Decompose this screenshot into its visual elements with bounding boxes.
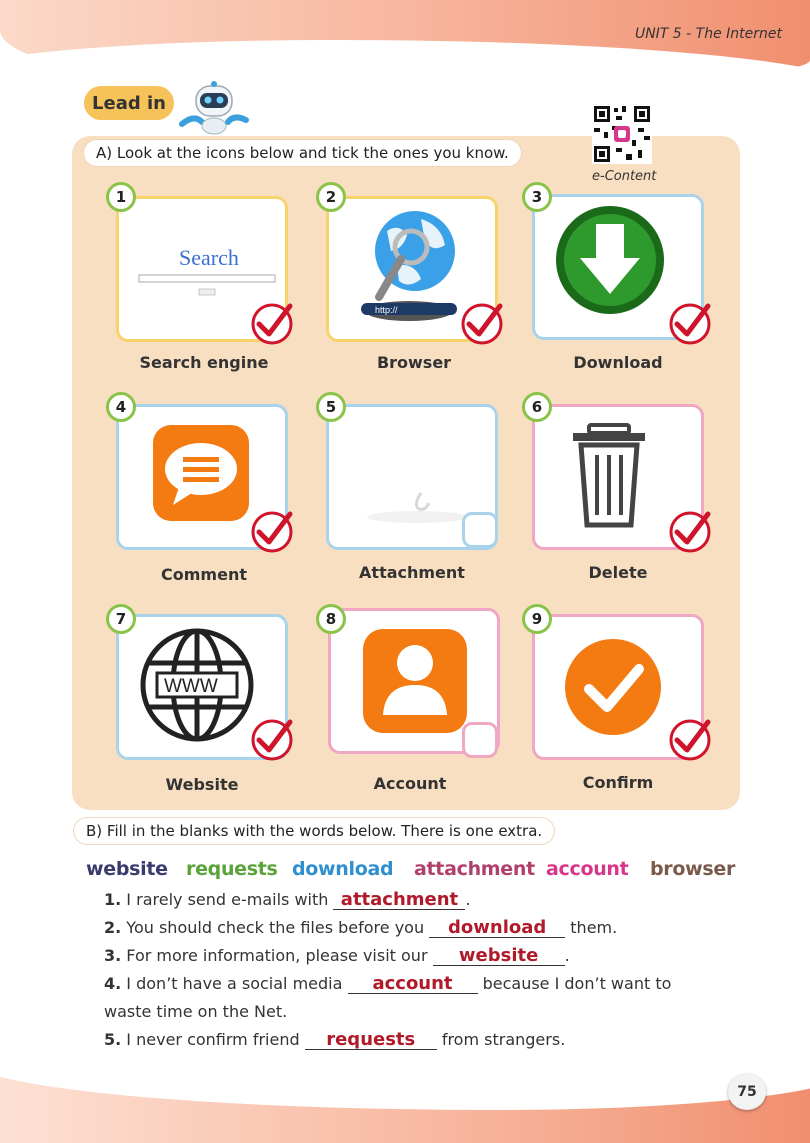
qr-code-icon xyxy=(592,104,652,164)
card-number-badge: 7 xyxy=(106,604,136,634)
card-label: Download xyxy=(573,353,663,372)
word-bank-attachment: attachment xyxy=(414,858,535,880)
card-label: Search engine xyxy=(139,353,269,372)
card-label: Browser xyxy=(376,353,452,372)
card-label: Website xyxy=(165,775,239,794)
card-number-badge: 4 xyxy=(106,392,136,422)
checkmark-icon[interactable] xyxy=(250,718,294,762)
card-label: Account xyxy=(373,774,447,793)
word-bank-website: website xyxy=(86,858,168,880)
checkmark-icon[interactable] xyxy=(668,302,712,346)
trash-can-icon xyxy=(553,417,683,537)
comment-bubble-icon xyxy=(137,417,267,537)
answer-blank[interactable]: website xyxy=(433,947,565,966)
checkmark-icon[interactable] xyxy=(668,718,712,762)
card-number-badge: 2 xyxy=(316,182,346,212)
user-account-icon xyxy=(349,619,479,743)
card-number-badge: 6 xyxy=(522,392,552,422)
sentence-4-continued: waste time on the Net. xyxy=(104,1002,288,1021)
checkmark-icon[interactable] xyxy=(250,302,294,346)
checkmark-icon[interactable] xyxy=(460,302,504,346)
word-bank-requests: requests xyxy=(186,858,278,880)
checkmark-icon[interactable] xyxy=(668,510,712,554)
e-content-label: e-Content xyxy=(592,169,657,184)
confirm-check-icon xyxy=(553,625,683,749)
browser-url-text: http:// xyxy=(375,305,398,315)
card-number-badge: 3 xyxy=(522,182,552,212)
sentence-2: 2. You should check the files before you download them. xyxy=(104,917,618,938)
word-bank-download: download xyxy=(292,858,394,880)
answer-blank[interactable]: download xyxy=(429,919,565,938)
www-globe-icon xyxy=(137,625,267,749)
sentence-5: 5. I never confirm friend requests from strangers. xyxy=(104,1029,566,1050)
answer-blank[interactable]: account xyxy=(348,975,478,994)
sentence-1: 1. I rarely send e-mails with attachment . xyxy=(104,889,471,910)
sentence-4: 4. I don’t have a social media account because I don’t want to xyxy=(104,973,672,994)
sentence-3: 3. For more information, please visit our website . xyxy=(104,945,570,966)
search-logo-text: Search xyxy=(179,245,239,270)
unit-title: UNIT 5 - The Internet xyxy=(634,26,782,42)
word-bank-account: account xyxy=(546,858,629,880)
www-text: WWW xyxy=(164,676,218,697)
instruction-b: B) Fill in the blanks with the words below. There is one extra. xyxy=(74,818,554,844)
word-bank-browser: browser xyxy=(650,858,736,880)
answer-blank[interactable]: attachment xyxy=(333,891,465,910)
instruction-a: A) Look at the icons below and tick the ones you know. xyxy=(84,140,521,166)
card-label: Comment xyxy=(161,565,247,584)
card-label: Delete xyxy=(588,563,648,582)
card-number-badge: 1 xyxy=(106,182,136,212)
page-number: 75 xyxy=(728,1074,766,1110)
download-arrow-icon xyxy=(548,203,688,331)
card-number-badge: 5 xyxy=(316,392,346,422)
card-number-badge: 8 xyxy=(316,604,346,634)
lead-in-badge: Lead in xyxy=(84,86,174,120)
answer-blank[interactable]: requests xyxy=(305,1031,437,1050)
card-label: Attachment xyxy=(359,563,465,582)
robot-mascot-icon xyxy=(174,80,254,136)
tick-box[interactable] xyxy=(462,722,498,758)
tick-box[interactable] xyxy=(462,512,498,548)
card-number-badge: 9 xyxy=(522,604,552,634)
paperclip-icon xyxy=(347,417,477,537)
checkmark-icon[interactable] xyxy=(250,510,294,554)
card-label: Confirm xyxy=(582,773,654,792)
